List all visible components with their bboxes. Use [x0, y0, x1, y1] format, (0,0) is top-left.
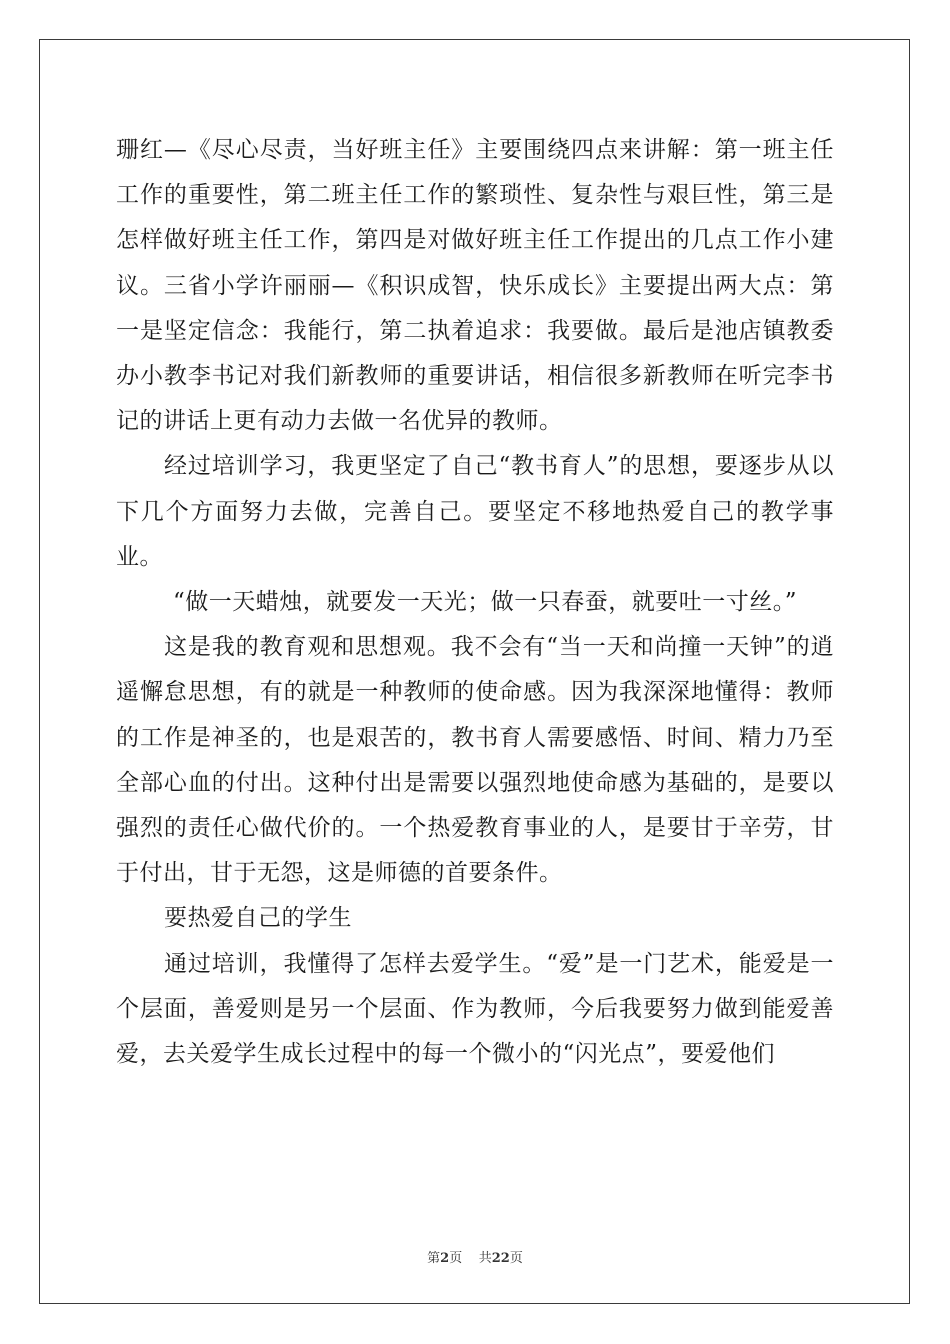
- paragraph-3-quote: “做一天蜡烛，就要发一天光；做一只春蚕，就要吐一寸丝。”: [173, 589, 798, 616]
- page-footer: [0, 1247, 950, 1266]
- page-prefix: 第: [427, 1251, 441, 1266]
- section-heading: 要热爱自己的学生: [164, 905, 352, 932]
- paragraph-2: 经过培训学习，我更坚定了自己“教书育人”的思想，要逐步从以下几个方面努力去做，完善自己。要坚定不移地热爱自己的教学事业。: [116, 453, 834, 570]
- paragraph-5: 通过培训，我懂得了怎样去爱学生。“爱”是一门艺术，能爱是一个层面，善爱则是另一个层面、作为教师，今后我要努力做到能爱善爱，去关爱学生成长过程中的每一个微小的“闪光点”，要爱他们: [116, 950, 834, 1068]
- document-body: [116, 128, 834, 1077]
- total-suffix: 页: [509, 1251, 523, 1266]
- paragraph-4: 这是我的教育观和思想观。我不会有“当一天和尚撞一天钟”的逍遥懈怠思想，有的就是一种教师的使命感。因为我深深地懂得：教师的工作是神圣的，也是艰苦的，教书育人需要感悟、时间、精力乃至全部心血的付出。这种付出是需要以强烈地使命感为基础的，是要以强烈的责任心做代价的。一个热爱教育事业的人，是要甘于辛劳，甘于付出，甘于无怨，这是师德的首要条件。: [116, 634, 834, 887]
- paragraph-1: 珊红—《尽心尽责，当好班主任》主要围绕四点来讲解：第一班主任工作的重要性，第二班主任工作的繁琐性、复杂性与艰巨性，第三是怎样做好班主任工作，第四是对做好班主任工作提出的几点工作小建议。三省小学许丽丽—《积识成智，快乐成长》主要提出两大点：第一是坚定信念：我能行，第二执着追求：我要做。最后是池店镇教委办小教李书记对我们新教师的重要讲话，相信很多新教师在听完李书记的讲话上更有动力去做一名优异的教师。: [116, 137, 834, 435]
- page-number: 2: [440, 1251, 450, 1266]
- total-pages: 22: [491, 1251, 510, 1266]
- total-prefix: 共: [478, 1251, 492, 1266]
- page-suffix: 页: [449, 1251, 463, 1266]
